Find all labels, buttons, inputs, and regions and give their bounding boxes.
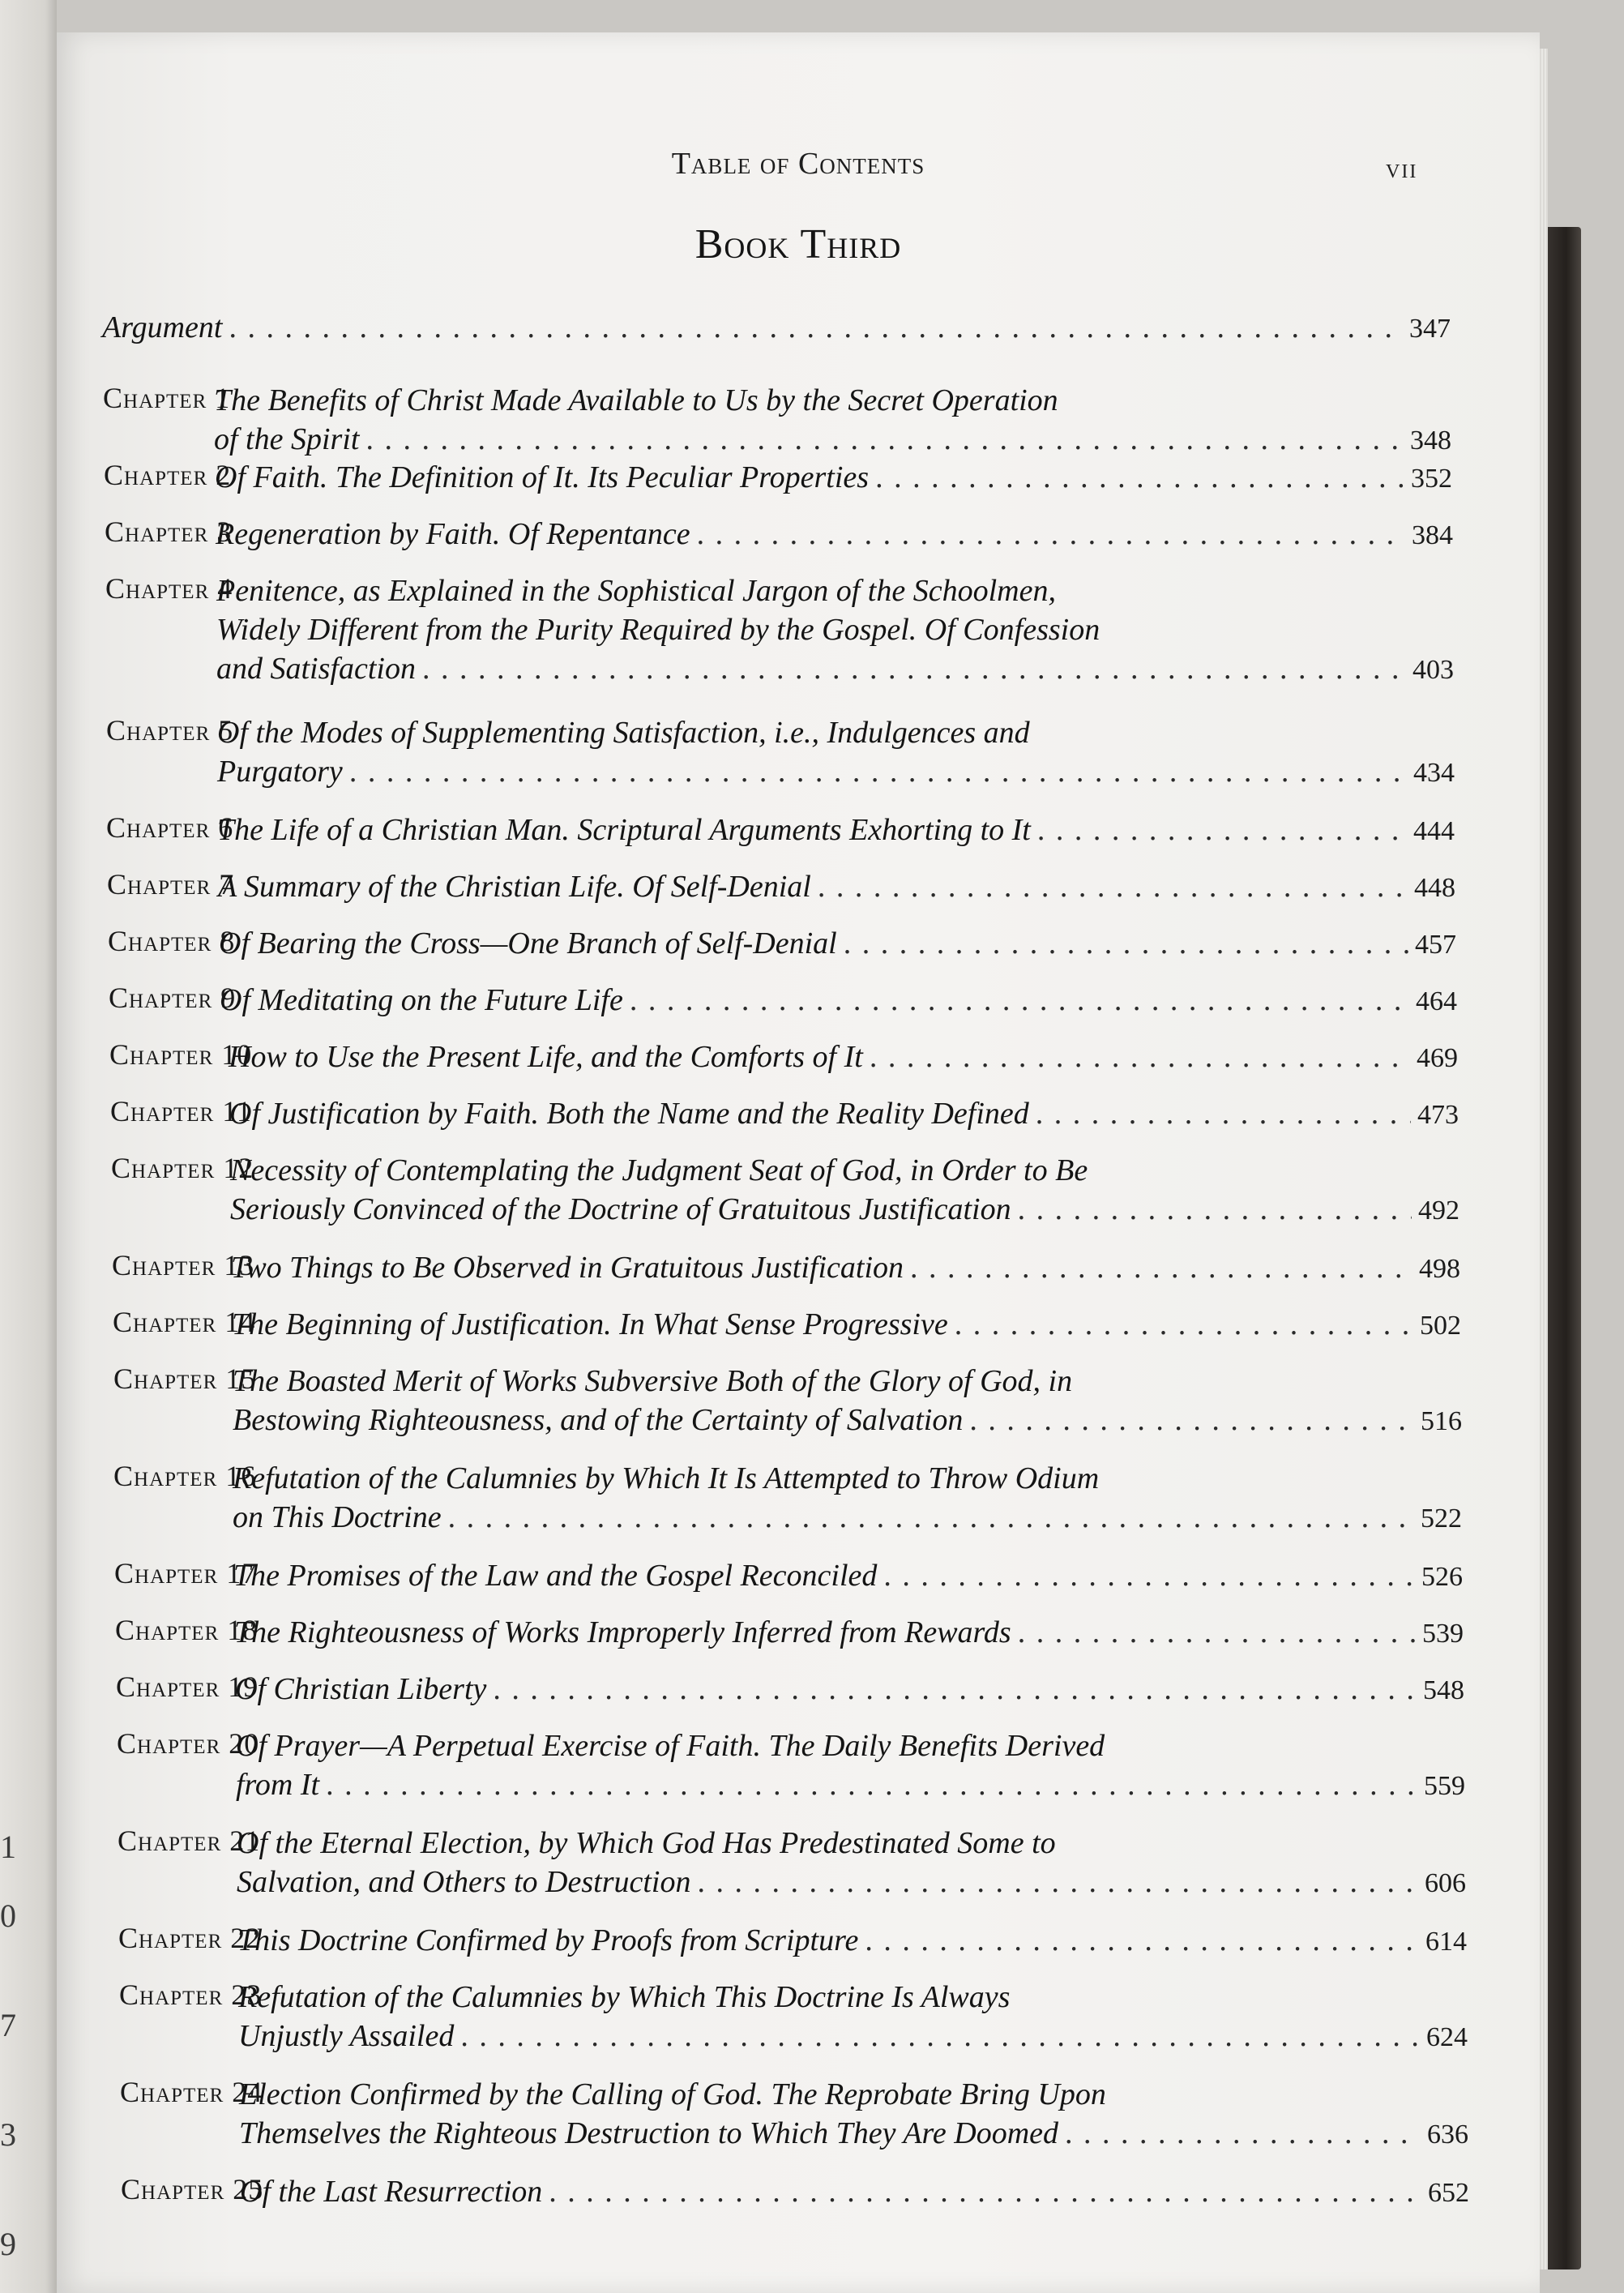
page-reference: 559: [1424, 1771, 1465, 1801]
chapter-title-line: Election Confirmed by the Calling of God. The Reprobate Bring Upon: [239, 2077, 1106, 2111]
chapter-title-line: Of the Modes of Supplementing Satisfaction, i.e., Indulgences and: [217, 716, 1030, 750]
chapter-title-line: The Benefits of Christ Made Available to Us by the Secret Operation: [214, 383, 1058, 417]
chapter-title-line: and Satisfaction: [216, 652, 416, 686]
page-reference: 652: [1428, 2178, 1469, 2208]
chapter-title-line: The Life of a Christian Man. Scriptural Arguments Exhorting to It: [217, 813, 1031, 847]
chapter-title-line: Of Justification by Faith. Both the Name and the Reality Defined: [229, 1097, 1029, 1131]
chapter-title-line: This Doctrine Confirmed by Proofs from Scripture: [237, 1923, 859, 1957]
edge-digit: 7: [0, 2007, 16, 2043]
chapter-title-line: on This Doctrine: [233, 1500, 442, 1534]
chapter-title: [233, 1459, 1462, 1538]
chapter-label: Chapter 21: [118, 1825, 261, 1857]
chapter-title: [240, 2172, 1469, 2213]
dot-leader: [229, 308, 1403, 347]
chapter-title-line: Bestowing Righteousness, and of the Certainty of Salvation: [233, 1403, 964, 1437]
chapter-title: [216, 515, 1453, 555]
chapter-title-last-line: [216, 649, 1454, 690]
dot-leader: [326, 1765, 1417, 1804]
chapter-label: Chapter 4: [105, 572, 233, 605]
chapter-title-line: Themselves the Righteous Destruction to Which They Are Doomed: [239, 2116, 1059, 2150]
chapter-title-line: Of Bearing the Cross—One Branch of Self-Denial: [219, 926, 837, 960]
chapter-label: Chapter 12: [111, 1152, 254, 1184]
chapter-label: Chapter 22: [118, 1922, 262, 1954]
chapter-title: [217, 811, 1455, 851]
chapter-label: Chapter 14: [113, 1306, 256, 1338]
chapter-label: Chapter 13: [112, 1249, 255, 1281]
chapter-title-line: Of Prayer—A Perpetual Exercise of Faith. The Daily Benefits Derived: [236, 1729, 1105, 1763]
book-cover-edge: [1544, 227, 1581, 2269]
chapter-title-last-line: [238, 2017, 1468, 2057]
chapter-title-line: Refutation of the Calumnies by Which This Doctrine Is Always: [238, 1980, 1011, 2014]
page-reference: 502: [1420, 1311, 1461, 1341]
chapter-title: [232, 1305, 1461, 1345]
chapter-title: [217, 713, 1455, 793]
chapter-title: [219, 924, 1456, 965]
chapter-title: [230, 1151, 1459, 1230]
chapter-title-line: Of Faith. The Definition of It. Its Peculiar Properties: [215, 460, 870, 494]
dot-leader: [1037, 811, 1407, 849]
chapter-label: Chapter 8: [108, 925, 236, 957]
dot-leader: [365, 420, 1404, 459]
chapter-label: Chapter 5: [106, 714, 234, 747]
page-reference: 492: [1418, 1196, 1459, 1226]
chapter-label: Chapter 17: [114, 1557, 258, 1589]
chapter-title-last-line: [232, 1305, 1461, 1345]
chapter-title-last-line: [217, 811, 1455, 851]
chapter-label: Chapter 25: [121, 2173, 264, 2205]
chapter-label: Chapter 20: [117, 1727, 260, 1760]
chapter-label: Chapter 18: [115, 1614, 259, 1646]
chapter-title-last-line: [215, 458, 1452, 498]
chapter-title-line: The Righteousness of Works Improperly Inferred from Rewards: [234, 1615, 1011, 1649]
page-reference: 614: [1425, 1927, 1467, 1957]
chapter-title-last-line: [231, 1248, 1460, 1289]
chapter-title-line: of the Spirit: [214, 422, 360, 456]
chapter-title-last-line: [229, 1094, 1459, 1135]
chapter-label: Chapter 16: [113, 1460, 257, 1492]
edge-digit: 3: [0, 2116, 16, 2153]
dot-leader: [818, 867, 1408, 906]
chapter-title-last-line: [237, 1921, 1467, 1961]
book-page: [57, 32, 1540, 2293]
page-reference: 448: [1414, 873, 1455, 903]
chapter-title: [216, 571, 1454, 690]
page-reference: 348: [1410, 426, 1451, 456]
chapter-title-last-line: [217, 752, 1455, 793]
chapter-label: Chapter 24: [120, 2076, 263, 2108]
chapter-title-line: Unjustly Assailed: [238, 2019, 455, 2053]
chapter-title-last-line: [236, 1765, 1465, 1806]
chapter-title-line: How to Use the Present Life, and the Comforts of It: [229, 1040, 863, 1074]
chapter-title-last-line: [218, 867, 1455, 908]
page-reference: 403: [1412, 655, 1454, 685]
chapter-title-last-line: [235, 1670, 1464, 1710]
chapter-title: [233, 1556, 1463, 1597]
chapter-title-line: Seriously Convinced of the Doctrine of Gratuitous Justification: [230, 1192, 1011, 1226]
page-reference: 444: [1413, 816, 1455, 846]
dot-leader: [549, 2172, 1421, 2211]
edge-digit: 0: [0, 1897, 16, 1934]
chapter-title: [238, 1978, 1468, 2057]
chapter-title-line: The Boasted Merit of Works Subversive Both of the Glory of God, in: [233, 1364, 1073, 1398]
dot-leader: [883, 1556, 1415, 1595]
chapter-title-line: Of the Last Resurrection: [240, 2175, 543, 2209]
chapter-label: Chapter 15: [113, 1363, 257, 1395]
dot-leader: [460, 2017, 1420, 2056]
chapter-title: [218, 867, 1455, 908]
dot-leader: [910, 1248, 1412, 1287]
page-number: vii: [1386, 154, 1418, 184]
dot-leader: [875, 458, 1404, 497]
edge-digit: 1: [0, 1829, 16, 1865]
previous-page-edge: [0, 0, 57, 2293]
chapter-title-line: Argument: [102, 310, 223, 344]
chapter-title-last-line: [214, 420, 1451, 460]
chapter-title-last-line: [102, 308, 1451, 349]
chapter-title: [220, 981, 1457, 1021]
chapter-title: [235, 1670, 1464, 1710]
chapter-title: [237, 1921, 1467, 1961]
dot-leader: [493, 1670, 1417, 1709]
chapter-title-line: Necessity of Contemplating the Judgment Seat of God, in Order to Be: [230, 1153, 1088, 1187]
chapter-title-last-line: [239, 2114, 1468, 2154]
edge-digit: 9: [0, 2226, 16, 2262]
page-reference: 539: [1422, 1619, 1464, 1649]
page-reference: 457: [1415, 930, 1456, 960]
chapter-title-last-line: [237, 1863, 1466, 1903]
chapter-title-line: The Beginning of Justification. In What Sense Progressive: [232, 1307, 948, 1341]
chapter-title: [234, 1613, 1464, 1653]
chapter-title-line: A Summary of the Christian Life. Of Self-Denial: [218, 870, 811, 904]
book-title: Book Third: [694, 221, 902, 267]
dot-leader: [448, 1498, 1414, 1537]
dot-leader: [969, 1401, 1414, 1440]
chapter-title-line: from It: [236, 1768, 320, 1802]
chapter-title: [229, 1037, 1458, 1078]
chapter-label: Chapter 2: [104, 459, 232, 491]
chapter-title-last-line: [220, 981, 1457, 1021]
chapter-label: Chapter 7: [107, 868, 235, 901]
chapter-title-line: Refutation of the Calumnies by Which It Is Attempted to Throw Odium: [233, 1461, 1100, 1495]
chapter-title: [231, 1248, 1460, 1289]
chapter-title-last-line: [233, 1556, 1463, 1597]
page-reference: 606: [1425, 1868, 1466, 1898]
chapter-title: [236, 1726, 1465, 1806]
chapter-label: Chapter 23: [119, 1979, 263, 2011]
dot-leader: [349, 752, 1407, 791]
chapter-title-last-line: [233, 1401, 1462, 1441]
page-reference: 384: [1412, 520, 1453, 550]
dot-leader: [865, 1921, 1419, 1960]
chapter-title-line: Two Things to Be Observed in Gratuitous Justification: [231, 1251, 904, 1285]
dot-leader: [630, 981, 1409, 1020]
chapter-label: Chapter 1: [103, 382, 231, 414]
chapter-label: Chapter 19: [116, 1671, 259, 1703]
chapter-title-last-line: [230, 1190, 1459, 1230]
page-reference: 473: [1417, 1100, 1459, 1130]
dot-leader: [870, 1037, 1410, 1076]
dot-leader: [422, 649, 1406, 688]
chapter-title-line: Regeneration by Faith. Of Repentance: [216, 517, 690, 551]
page-reference: 352: [1411, 464, 1452, 494]
chapter-title-line: Of Meditating on the Future Life: [220, 983, 623, 1017]
dot-leader: [844, 924, 1408, 963]
page-reference: 636: [1427, 2120, 1468, 2150]
chapter-title: [239, 2075, 1468, 2154]
page-reference: 464: [1416, 986, 1457, 1016]
chapter-title-line: Of Christian Liberty: [235, 1672, 487, 1706]
page-reference: 522: [1421, 1504, 1462, 1534]
chapter-title-line: Salvation, and Others to Destruction: [237, 1865, 691, 1899]
dot-leader: [697, 1863, 1418, 1902]
page-reference: 516: [1421, 1406, 1462, 1436]
page-reference: 624: [1426, 2022, 1468, 2052]
chapter-label: Chapter 9: [109, 982, 237, 1014]
chapter-title-line: The Promises of the Law and the Gospel Reconciled: [233, 1559, 878, 1593]
page-reference: 434: [1413, 758, 1455, 788]
chapter-title: [215, 458, 1452, 498]
page-reference: 548: [1423, 1675, 1464, 1705]
chapter-title: [233, 1362, 1462, 1441]
dot-leader: [1018, 1190, 1412, 1229]
chapter-title-line: Purgatory: [217, 755, 343, 789]
page-reference: 469: [1417, 1043, 1458, 1073]
chapter-title-last-line: [216, 515, 1453, 555]
chapter-title-last-line: [240, 2172, 1469, 2213]
chapter-title: [214, 381, 1451, 460]
dot-leader: [1036, 1094, 1411, 1133]
chapter-label: Chapter 6: [106, 811, 234, 844]
chapter-title: [102, 308, 1451, 349]
chapter-title-last-line: [229, 1037, 1458, 1078]
chapter-label: Chapter 10: [109, 1038, 253, 1071]
page-reference: 498: [1419, 1254, 1460, 1284]
chapter-title-line: Of the Eternal Election, by Which God Has Predestinated Some to: [237, 1826, 1056, 1860]
dot-leader: [955, 1305, 1413, 1344]
dot-leader: [697, 515, 1405, 554]
dot-leader: [1018, 1613, 1416, 1652]
page-reference: 347: [1409, 314, 1451, 344]
chapter-label: Chapter 3: [105, 515, 233, 548]
running-head: Table of Contents: [671, 147, 925, 181]
chapter-label: Chapter 11: [110, 1095, 252, 1127]
chapter-title: [237, 1824, 1466, 1903]
page-reference: 526: [1421, 1562, 1463, 1592]
dot-leader: [1065, 2114, 1421, 2153]
chapter-title-last-line: [219, 924, 1456, 965]
chapter-title: [229, 1094, 1459, 1135]
chapter-title-last-line: [234, 1613, 1464, 1653]
chapter-title-line: Penitence, as Explained in the Sophistical Jargon of the Schoolmen,: [216, 574, 1056, 608]
chapter-title-line: Widely Different from the Purity Required by the Gospel. Of Confession: [216, 613, 1100, 647]
chapter-title-last-line: [233, 1498, 1462, 1538]
